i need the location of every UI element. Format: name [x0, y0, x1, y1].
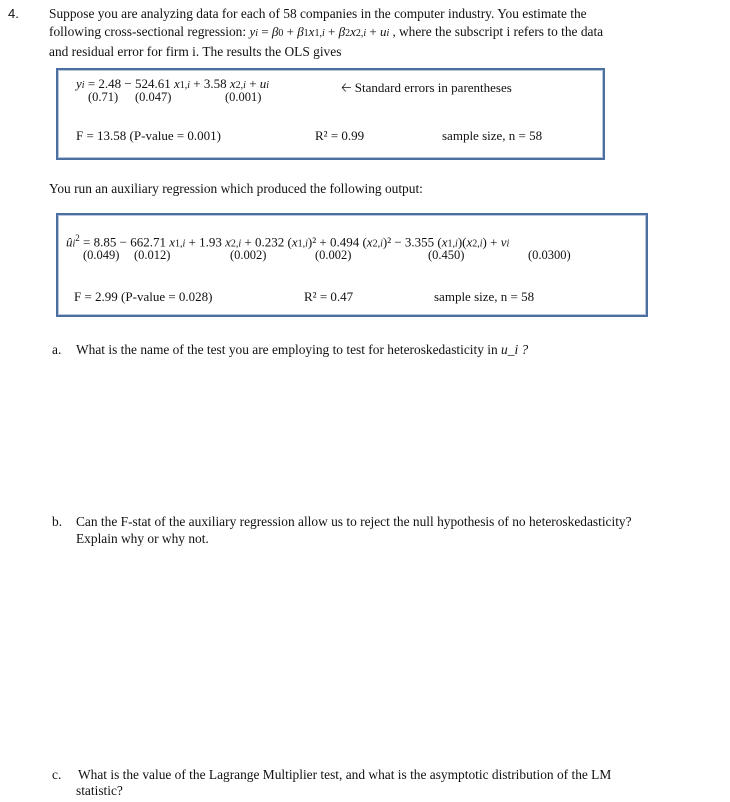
aux-se-const: (0.049): [83, 248, 120, 262]
part-c-line1: What is the value of the Lagrange Multiplier test, and what is the asymptotic distribution of the LM: [78, 767, 612, 782]
part-a-question: [76, 340, 528, 359]
aux-equation: $ûi^2 = 8.85 - 662.71$ x1,i + 1.93 x2,i + 0.232 (x1,i)² + 0.494 (x2,i)² − 3.355 (x1,i)(x2,i) + vi: [66, 233, 510, 250]
aux-se-x2: (0.002): [230, 248, 267, 262]
aux-intro: You run an auxiliary regression which produced the following output:: [49, 181, 423, 196]
question-number: 4.: [8, 6, 19, 21]
part-c-line2: statistic?: [76, 783, 123, 798]
aux-r2: R² = 0.47: [304, 289, 354, 304]
left-arrow-icon: 🡠: [341, 80, 352, 95]
ols-sample-size: sample size, n = 58: [442, 128, 543, 143]
ols-note-text: Standard errors in parentheses: [354, 80, 512, 95]
aux-se-x1x2: (0.0300): [528, 248, 571, 262]
aux-f-stat: F = 2.99 (P-value = 0.028): [74, 289, 213, 304]
aux-se-x1: (0.012): [134, 248, 171, 262]
intro-line2-start: following cross-sectional regression:: [49, 24, 247, 39]
aux-se-x1sq: (0.002): [315, 248, 352, 262]
ols-se-x1: (0.047): [135, 90, 172, 104]
aux-se-x2sq: (0.450): [428, 248, 465, 262]
question-intro-line1: Suppose you are analyzing data for each of 58 companies in the computer industry. You estimate the: [49, 6, 587, 21]
aux-sample-size: sample size, n = 58: [434, 289, 535, 304]
ols-results-box: [56, 68, 605, 160]
part-b-label: b.: [52, 514, 63, 529]
ols-f-stat: F = 13.58 (P-value = 0.001): [76, 128, 222, 143]
ols-equation: yi = 2.48 − 524.61 x1,i + 3.58 x2,i + ui: [76, 76, 270, 91]
intro-line2-end: where the subscript i refers to the data: [399, 24, 604, 39]
part-b-line1: Can the F-stat of the auxiliary regression allow us to reject the null hypothesis of no heteroskedasticity?: [76, 514, 632, 529]
ols-se-x2: (0.001): [225, 90, 262, 104]
ols-se-const: (0.71): [88, 90, 119, 104]
model-equation: yi = β0 + β1x1,i + β2x2,i + ui ,: [249, 24, 399, 39]
aux-results-box: [56, 213, 648, 317]
question-intro-line2: [49, 22, 603, 43]
part-a-label: a.: [52, 342, 62, 357]
ols-note: [341, 79, 512, 101]
part-a-text: What is the name of the test you are employing to test for heteroskedasticity in: [76, 342, 498, 357]
part-b-line2: Explain why or why not.: [76, 531, 209, 546]
ols-r2: R² = 0.99: [315, 128, 365, 143]
part-c-label: c.: [52, 767, 62, 782]
part-a-tail: u_i ?: [501, 342, 529, 357]
question-intro-line3: and residual error for firm i. The results the OLS gives: [49, 44, 342, 59]
